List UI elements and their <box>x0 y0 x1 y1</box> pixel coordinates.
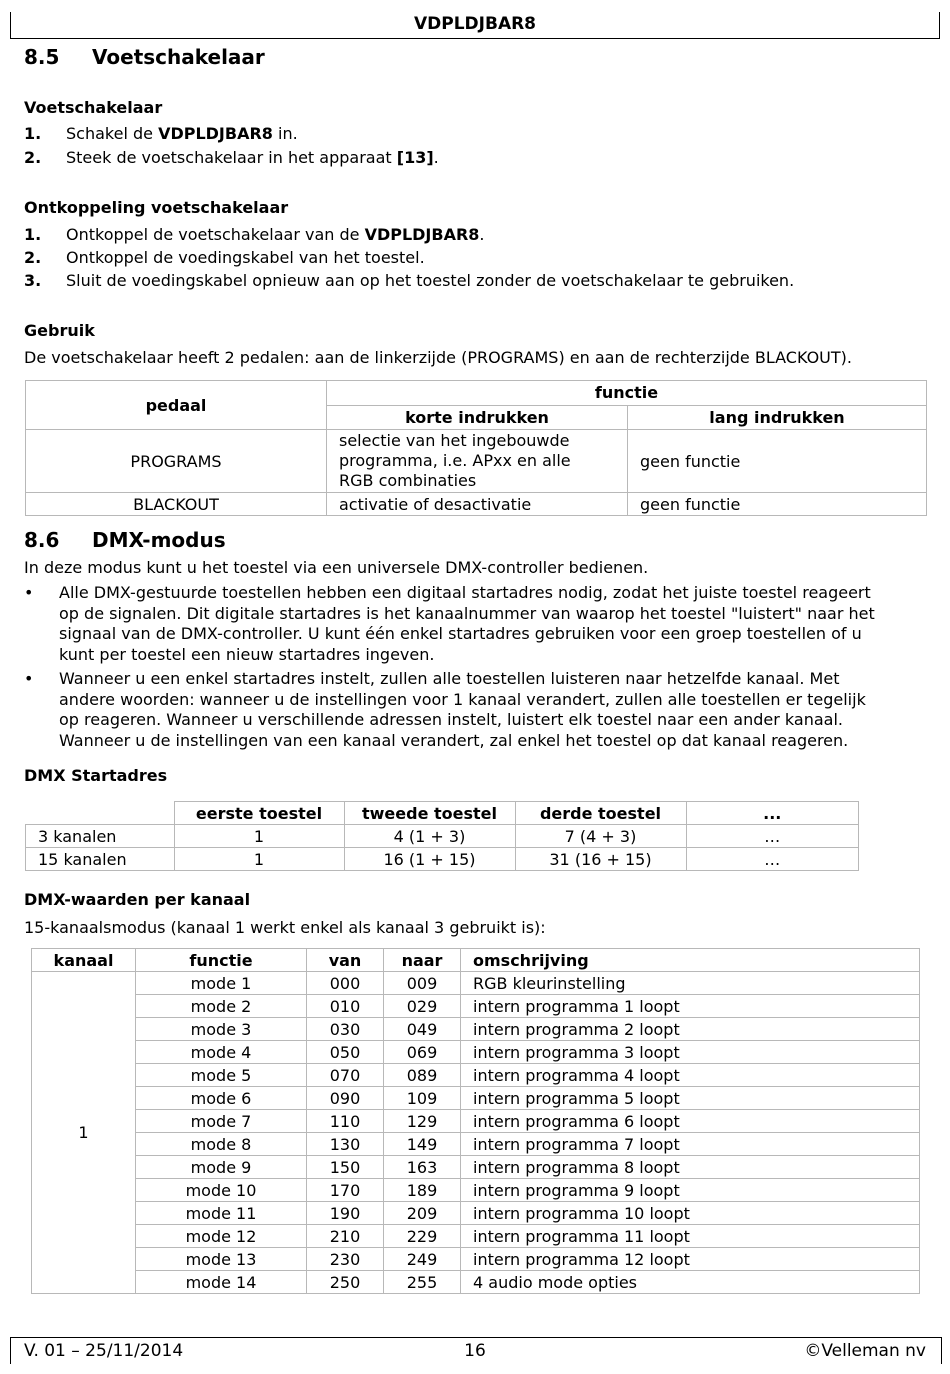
table-row <box>32 1248 920 1271</box>
footer-version: V. 01 – 25/11/2014 <box>24 1341 184 1361</box>
table-cell: 069 <box>384 1041 461 1064</box>
table-header: omschrijving <box>461 949 920 972</box>
table-header-function: functie <box>327 381 927 406</box>
table-cell: 010 <box>307 995 384 1018</box>
section-title: DMX-modus <box>92 528 226 552</box>
table-cell: mode 7 <box>136 1110 307 1133</box>
start-address-table <box>25 801 859 871</box>
table-cell: intern programma 7 loopt <box>461 1133 920 1156</box>
table-header-pedal: pedaal <box>26 381 327 430</box>
table-row <box>32 995 920 1018</box>
subheading-usage: Gebruik <box>24 321 95 340</box>
list-item: 1. Ontkoppel de voetschakelaar van de VDPLDJBAR8. <box>24 225 485 244</box>
table-header: kanaal <box>32 949 136 972</box>
table-row <box>32 1041 920 1064</box>
table-cell: … <box>686 825 859 848</box>
section-number: 8.5 <box>24 45 60 69</box>
table-cell: 000 <box>307 972 384 995</box>
table-cell: mode 4 <box>136 1041 307 1064</box>
table-cell: 249 <box>384 1248 461 1271</box>
long-press-cell: geen functie <box>628 493 927 516</box>
table-cell: 150 <box>307 1156 384 1179</box>
section-heading-8-6 <box>24 528 226 552</box>
table-cell: mode 14 <box>136 1271 307 1294</box>
short-press-cell: selectie van het ingebouwde programma, i.e. APxx en alle RGB combinaties <box>327 430 628 493</box>
document-id: VDPLDJBAR8 <box>413 14 537 34</box>
table-cell: 1 <box>174 825 344 848</box>
table-cell: 31 (16 + 15) <box>515 848 686 871</box>
long-press-cell: geen functie <box>628 430 927 493</box>
subheading-disconnect: Ontkoppeling voetschakelaar <box>24 198 289 217</box>
table-cell: 7 (4 + 3) <box>515 825 686 848</box>
table-cell: 110 <box>307 1110 384 1133</box>
header-divider <box>10 38 940 39</box>
table-cell: 009 <box>384 972 461 995</box>
table-cell: mode 11 <box>136 1202 307 1225</box>
table-cell: 209 <box>384 1202 461 1225</box>
bullet-icon: • <box>24 583 34 602</box>
table-cell: mode 1 <box>136 972 307 995</box>
table-cell: intern programma 5 loopt <box>461 1087 920 1110</box>
table-cell: mode 9 <box>136 1156 307 1179</box>
bullet-icon: • <box>24 669 34 688</box>
table-row <box>26 430 927 493</box>
page-number: 16 <box>464 1341 486 1361</box>
section-heading-8-5 <box>24 45 265 69</box>
table-cell: intern programma 4 loopt <box>461 1064 920 1087</box>
table-cell: 163 <box>384 1156 461 1179</box>
table-cell: mode 5 <box>136 1064 307 1087</box>
table-row <box>32 1179 920 1202</box>
table-cell: intern programma 2 loopt <box>461 1018 920 1041</box>
table-cell: intern programma 1 loopt <box>461 995 920 1018</box>
table-header: van <box>307 949 384 972</box>
table-header: functie <box>136 949 307 972</box>
table-cell: 15 kanalen <box>26 848 175 871</box>
table-row <box>26 825 859 848</box>
table-cell: … <box>686 848 859 871</box>
table-row <box>32 1087 920 1110</box>
table-header-short: korte indrukken <box>327 405 628 430</box>
table-cell: 050 <box>307 1041 384 1064</box>
table-cell: 189 <box>384 1179 461 1202</box>
section-number: 8.6 <box>24 528 60 552</box>
list-item: 1. Schakel de VDPLDJBAR8 in. <box>24 124 298 143</box>
table-row <box>26 848 859 871</box>
table-cell: intern programma 10 loopt <box>461 1202 920 1225</box>
list-item: 2. Steek de voetschakelaar in het apparaat [13]. <box>24 148 439 167</box>
table-header-long: lang indrukken <box>628 405 927 430</box>
table-cell: 4 (1 + 3) <box>344 825 515 848</box>
table-cell: 049 <box>384 1018 461 1041</box>
table-cell: 16 (1 + 15) <box>344 848 515 871</box>
table-row <box>26 493 927 516</box>
table-cell: intern programma 9 loopt <box>461 1179 920 1202</box>
table-cell: 3 kanalen <box>26 825 175 848</box>
table-cell: mode 6 <box>136 1087 307 1110</box>
bullet-item <box>24 583 924 667</box>
table-cell: 170 <box>307 1179 384 1202</box>
table-row <box>32 1110 920 1133</box>
table-cell: 149 <box>384 1133 461 1156</box>
table-cell: 229 <box>384 1225 461 1248</box>
table-cell: 250 <box>307 1271 384 1294</box>
dmx-values-intro: 15-kanaalsmodus (kanaal 1 werkt enkel als kanaal 3 gebruikt is): <box>24 918 546 937</box>
table-cell: 090 <box>307 1087 384 1110</box>
table-cell: 129 <box>384 1110 461 1133</box>
table-cell: 190 <box>307 1202 384 1225</box>
table-header: naar <box>384 949 461 972</box>
table-cell: 4 audio mode opties <box>461 1271 920 1294</box>
subheading-start-address: DMX Startadres <box>24 766 168 785</box>
table-cell: mode 13 <box>136 1248 307 1271</box>
table-cell: mode 10 <box>136 1179 307 1202</box>
list-item: 2. Ontkoppel de voedingskabel van het toestel. <box>24 248 425 267</box>
table-header: derde toestel <box>515 802 686 825</box>
table-cell: 1 <box>174 848 344 871</box>
table-cell: intern programma 3 loopt <box>461 1041 920 1064</box>
table-cell: intern programma 8 loopt <box>461 1156 920 1179</box>
table-cell: RGB kleurinstelling <box>461 972 920 995</box>
subheading-dmx-values: DMX-waarden per kanaal <box>24 890 251 909</box>
table-cell: 130 <box>307 1133 384 1156</box>
channel-cell: 1 <box>32 972 136 1294</box>
table-cell: mode 2 <box>136 995 307 1018</box>
pedal-cell: PROGRAMS <box>26 430 327 493</box>
table-header: tweede toestel <box>344 802 515 825</box>
table-row <box>32 1018 920 1041</box>
table-row <box>32 1202 920 1225</box>
pedal-table <box>25 380 927 516</box>
table-cell: 109 <box>384 1087 461 1110</box>
table-row <box>32 1064 920 1087</box>
table-row <box>32 972 920 995</box>
pedal-cell: BLACKOUT <box>26 493 327 516</box>
bullet-text: Alle DMX-gestuurde toestellen hebben een digitaal startadres nodig, zodat het juiste toestel reageert op de signalen. Dit digitale startadres is het kanaalnummer van waarop het toestel "luistert" naar het signaal van de DMX-controller. U kunt één enkel startadres gebruiken voor een groep toestellen of u kunt per toestel een nieuw startadres ingeven. <box>59 583 875 665</box>
table-header: ... <box>686 802 859 825</box>
table-cell: intern programma 6 loopt <box>461 1110 920 1133</box>
table-header: eerste toestel <box>174 802 344 825</box>
table-cell: 230 <box>307 1248 384 1271</box>
table-row <box>32 1133 920 1156</box>
dmx-values-table <box>31 948 920 1294</box>
table-cell: mode 12 <box>136 1225 307 1248</box>
table-header-empty <box>26 802 175 825</box>
table-cell: intern programma 12 loopt <box>461 1248 920 1271</box>
bullet-text: Wanneer u een enkel startadres instelt, zullen alle toestellen luisteren naar hetzelfde kanaal. Met andere woorden: wanneer u de instellingen voor 1 kanaal verandert, zullen alle toestellen er tegelijk op reageren. Wanneer u verschillende adressen instelt, luistert elk toestel naar een ander kanaal. Wanneer u de instellingen van een kanaal verandert, zal enkel het toestel op dat kanaal reageren. <box>59 669 866 751</box>
table-cell: intern programma 11 loopt <box>461 1225 920 1248</box>
section-title: Voetschakelaar <box>92 45 265 69</box>
table-cell: 089 <box>384 1064 461 1087</box>
short-press-cell: activatie of desactivatie <box>327 493 628 516</box>
table-cell: 210 <box>307 1225 384 1248</box>
table-row <box>32 1156 920 1179</box>
table-cell: 255 <box>384 1271 461 1294</box>
dmx-intro: In deze modus kunt u het toestel via een universele DMX-controller bedienen. <box>24 558 649 577</box>
footer-copyright: ©Velleman nv <box>804 1341 926 1361</box>
usage-intro: De voetschakelaar heeft 2 pedalen: aan de linkerzijde (PROGRAMS) en aan de rechterzijde BLACKOUT). <box>24 348 852 367</box>
table-cell: 030 <box>307 1018 384 1041</box>
list-item: 3. Sluit de voedingskabel opnieuw aan op het toestel zonder de voetschakelaar te gebruiken. <box>24 271 795 290</box>
table-row <box>32 1271 920 1294</box>
table-cell: mode 8 <box>136 1133 307 1156</box>
table-cell: 029 <box>384 995 461 1018</box>
table-cell: 070 <box>307 1064 384 1087</box>
table-row <box>32 1225 920 1248</box>
table-cell: mode 3 <box>136 1018 307 1041</box>
bullet-item <box>24 669 924 753</box>
subheading-connect: Voetschakelaar <box>24 98 163 117</box>
